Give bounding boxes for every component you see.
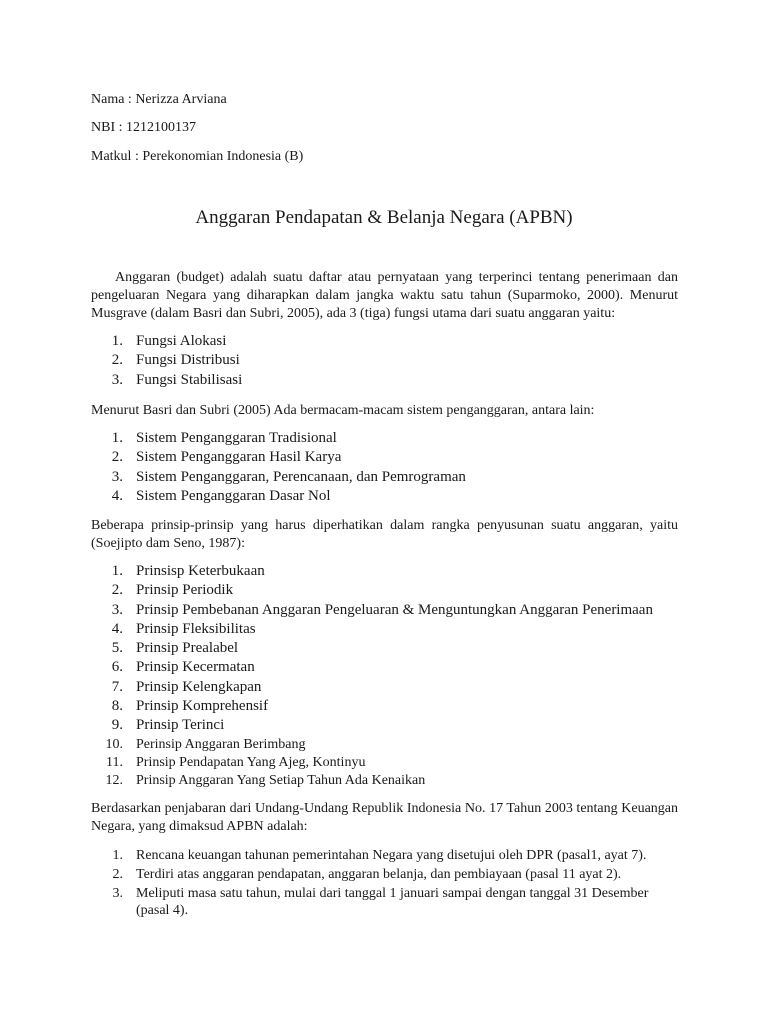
list-item: 11. Prinsip Pendapatan Yang Ajeg, Kontinyu bbox=[106, 754, 366, 770]
list-item: 2. Prinsip Periodik bbox=[111, 582, 234, 599]
intro-paragraph: Anggaran (budget) adalah suatu daftar atau pernyataan yang terperinci tentang penerimaan dan pengeluaran Negara yang diharapkan dalam jangka waktu satu tahun (Suparmoko, 2000). Menurut Musgrave (dalam Basri dan Subri, 2005), ada 3 (tiga) fungsi utama dari suatu anggaran yaitu: bbox=[91, 270, 678, 321]
list-item: 4. Prinsip Fleksibilitas bbox=[111, 620, 256, 637]
list-item: 2. Sistem Penganggaran Hasil Karya bbox=[111, 449, 342, 466]
student-nbi: NBI : 1212100137 bbox=[91, 120, 196, 135]
uu-intro-paragraph: Berdasarkan penjabaran dari Undang-Undang Republik Indonesia No. 17 Tahun 2003 tentang Keuangan Negara, yang dimaksud APBN adalah: bbox=[91, 801, 678, 834]
fungsi-list bbox=[91, 332, 681, 390]
sistem-list bbox=[91, 429, 681, 506]
document-title: Anggaran Pendapatan & Belanja Negara (APBN) bbox=[195, 207, 573, 228]
list-item: 3. Fungsi Stabilisasi bbox=[111, 371, 243, 388]
list-item: 2. Terdiri atas anggaran pendapatan, anggaran belanja, dan pembiayaan (pasal 11 ayat 2). bbox=[112, 867, 622, 882]
list-item: 4. Sistem Penganggaran Dasar Nol bbox=[111, 487, 331, 504]
list-item: 1. Rencana keuangan tahunan pemerintahan Negara yang disetujui oleh DPR (pasal1, ayat 7). bbox=[112, 848, 647, 863]
list-item: 3. Sistem Penganggaran, Perencanaan, dan Pemrograman bbox=[111, 468, 466, 485]
list-item: 1. Sistem Penganggaran Tradisional bbox=[111, 430, 337, 446]
prinsip-intro-paragraph: Beberapa prinsip-prinsip yang harus diperhatikan dalam rangka penyusunan suatu anggaran, yaitu (Soejipto dam Seno, 1987): bbox=[91, 518, 678, 551]
list-item: 8. Prinsip Komprehensif bbox=[111, 698, 269, 715]
prinsip-list bbox=[91, 562, 681, 736]
course-name: Matkul : Perekonomian Indonesia (B) bbox=[91, 149, 304, 164]
sistem-intro-paragraph: Menurut Basri dan Subri (2005) Ada bermacam-macam sistem penganggaran, antara lain: bbox=[91, 403, 595, 418]
list-item: 2. Fungsi Distribusi bbox=[111, 352, 240, 369]
list-item: 1. Prinsisp Keterbukaan bbox=[111, 563, 265, 579]
list-item: 9. Prinsip Terinci bbox=[111, 717, 225, 734]
prinsip-list-continued bbox=[91, 736, 681, 789]
list-item: 3. Prinsip Pembebanan Anggaran Pengeluaran & Menguntungkan Anggaran Penerimaan bbox=[111, 601, 653, 618]
list-item: 6. Prinsip Kecermatan bbox=[111, 659, 255, 676]
student-name: Nama : Nerizza Arviana bbox=[91, 92, 227, 107]
list-item: 3. Meliputi masa satu tahun, mulai dari tanggal 1 januari sampai dengan tanggal 31 Desember (pasal 4). bbox=[112, 886, 649, 918]
list-item: 5. Prinsip Prealabel bbox=[111, 640, 239, 657]
list-item: 1. Fungsi Alokasi bbox=[111, 333, 227, 349]
list-item: 10. Perinsip Anggaran Berimbang bbox=[105, 737, 306, 752]
apbn-definition-list bbox=[91, 847, 681, 921]
list-item: 12. Prinsip Anggaran Yang Setiap Tahun Ada Kenaikan bbox=[105, 772, 426, 788]
list-item: 7. Prinsip Kelengkapan bbox=[111, 678, 262, 695]
